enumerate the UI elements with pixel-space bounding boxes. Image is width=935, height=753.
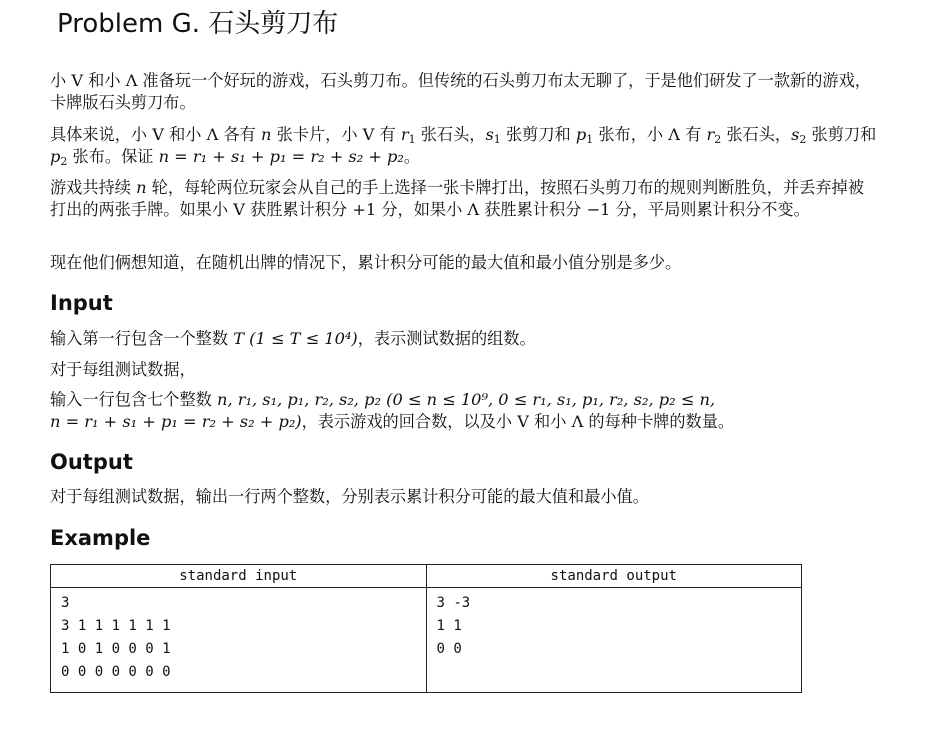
example-heading: Example: [50, 526, 151, 550]
input-line: 0 0 0 0 0 0 0: [61, 664, 171, 680]
output-line: 3 -3: [436, 595, 471, 611]
statement-paragraph-2: 具体来说，小 V 和小 Λ 各有 n 张卡片，小 V 有 $r_1$ 张石头，$s_1$ 张剪刀和 $p_1$ 张布，小 Λ 有 $r_2$ 张石头，$s_2$ 张剪刀和 $p_2$ 张布。保证 n = r₁ + s₁ + p₁ = r₂ + s₂ + p₂。: [50, 125, 877, 168]
output-line-1: 对于每组测试数据，输出一行两个整数，分别表示累计积分可能的最大值和最小值。: [50, 487, 649, 506]
statement-paragraph-1: 小 V 和小 Λ 准备玩一个好玩的游戏，石头剪刀布。但传统的石头剪刀布太无聊了，于是他们研发了一款新的游戏，卡牌版石头剪刀布。: [50, 71, 871, 112]
problem-title: Problem G. 石头剪刀布: [57, 9, 339, 39]
constraint-equation: n = r₁ + s₁ + p₁ = r₂ + s₂ + p₂: [158, 147, 404, 166]
output-heading: Output: [50, 450, 133, 474]
standard-input-header: standard input: [51, 565, 427, 588]
output-line: 1 1: [436, 618, 462, 634]
standard-output-cell: [426, 588, 802, 693]
input-line-2: 对于每组测试数据，: [50, 360, 196, 379]
input-line: 1 0 1 0 0 0 1: [61, 641, 171, 657]
input-heading: Input: [50, 291, 113, 315]
input-line-1: 输入第一行包含一个整数 T (1 ≤ T ≤ 10⁴)，表示测试数据的组数。: [50, 329, 536, 348]
statement-paragraph-3: 游戏共持续 n 轮，每轮两位玩家会从自己的手上选择一张卡牌打出，按照石头剪刀布的规则判断胜负，并丢弃掉被打出的两张手牌。如果小 V 获胜累计积分 +1 分，如果小 Λ 获胜累计积分 −1 分，平局则累计积分不变。: [50, 178, 864, 219]
example-body-row: [51, 588, 802, 693]
input-line: 3: [61, 595, 70, 611]
example-header-row: [51, 565, 802, 588]
standard-input-cell: [51, 588, 427, 693]
standard-output-header: standard output: [426, 565, 802, 588]
input-line: 3 1 1 1 1 1 1: [61, 618, 171, 634]
example-table: [50, 564, 802, 693]
output-line: 0 0: [436, 641, 462, 657]
input-line-3: 输入一行包含七个整数 n, r₁, s₁, p₁, r₂, s₂, p₂ (0 ≤ n ≤ 10⁹, 0 ≤ r₁, s₁, p₁, r₂, s₂, p₂ ≤ n, n = r₁ + s₁ + p₁ = r₂ + s₂ + p₂)，表示游戏的回合数，以及小 V 和小 Λ 的每种卡牌的数量。: [50, 390, 735, 431]
statement-paragraph-4: 现在他们俩想知道，在随机出牌的情况下，累计积分可能的最大值和最小值分别是多少。: [50, 253, 682, 272]
